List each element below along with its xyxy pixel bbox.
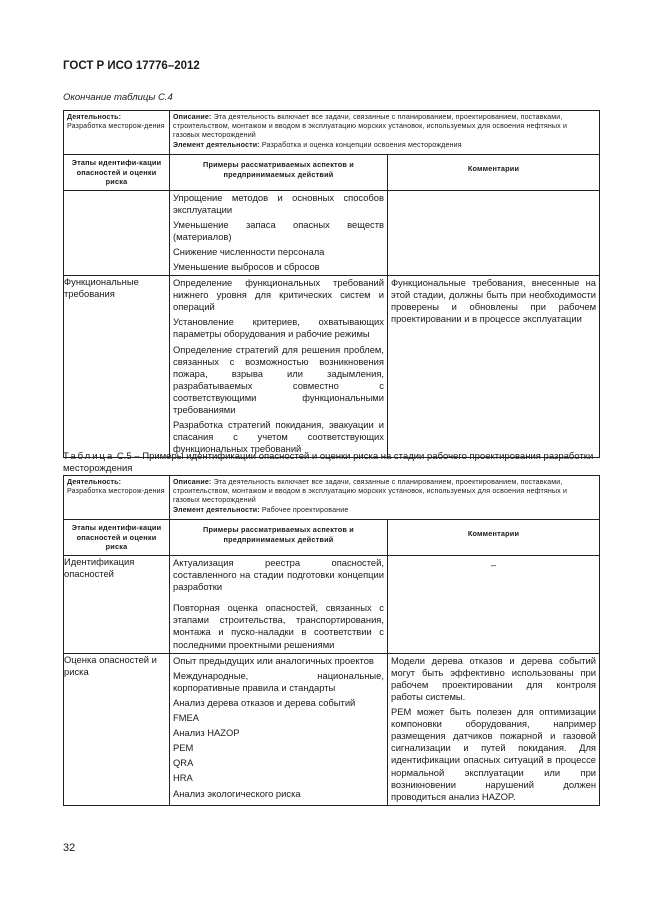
list-item: Определение функциональных требований нижнего уровня для критических систем и операций [173, 277, 384, 313]
document-header: ГОСТ Р ИСО 17776–2012 [63, 60, 200, 72]
list-item: Установление критериев, охватывающих параметры оборудования и рабочие режимы [173, 316, 384, 340]
comment-text: PEM может быть полезен для оптимизации компоновки оборудования, например размещения датчиков пожарной и газовой сигнализации и путей покидания. Для идентификации опасных ситуаций в процессе нормальной эксплуатации или при возникновении нарушений должен проводиться анализ HAZOP. [391, 706, 597, 802]
col-header-stage: Этапы идентифи-кации опасностей и оценки риска [64, 520, 170, 556]
stage-cell: Оценка опасностей и риска [64, 653, 170, 805]
table-row [64, 190, 600, 276]
list-item: Упрощение методов и основных способов эксплуатации [173, 191, 384, 215]
description-text: Эта деятельность включает все задачи, связанные с планированием, проектированием, поставками, строительством, монтажом и вводом в эксплуатацию морских установок, используемых для освоения нефтяных и газовых месторождений [173, 478, 568, 505]
empty-comment-dash: – [490, 559, 497, 570]
list-item: Международные, национальные, корпоративные правила и стандарты [173, 669, 384, 693]
comments-cell [388, 276, 600, 458]
list-item: HRA [173, 772, 193, 784]
description-label: Описание: [173, 113, 212, 121]
list-item: Определение стратегий для решения проблем, связанных с возможностью возникновения пожара, взрыва или задымления, разрабатываемых совместно с соответствующими функциональными требованиями [173, 343, 384, 415]
activity-cell [64, 476, 170, 520]
list-item: Анализ HAZOP [173, 727, 240, 739]
description-label: Описание: [173, 478, 212, 486]
list-item: Снижение численности персонала [173, 245, 325, 257]
list-item: Анализ экологического риска [173, 787, 301, 799]
list-item: Уменьшение выбросов и сбросов [173, 260, 320, 272]
stage-cell: Идентификация опасностей [64, 556, 170, 654]
list-item: Повторная оценка опасностей, связанных с этапами строительства, транспортирования, монтажа и пуско-наладки в соответствии с последними проектными решениями [173, 602, 384, 650]
comments-cell [388, 556, 600, 654]
list-item: Разработка стратегий покидания, эвакуации и спасания с учетом соответствующих функциональных требований [173, 419, 384, 455]
table2-caption-text: С.5 – Примеры идентификации опасностей и оценки риска на стадии рабочего проектирования разработки месторождения [63, 451, 594, 474]
list-item: PEM [173, 742, 194, 754]
comment-text: Модели дерева отказов и дерева событий могут быть эффективно использованы при рабочем проектировании для контроля работы системы. [391, 654, 597, 702]
stage-cell: Функциональные требования [64, 276, 170, 458]
description-cell [170, 476, 600, 520]
col-header-comments: Комментарии [388, 520, 600, 556]
examples-cell [170, 653, 388, 805]
examples-cell [170, 556, 388, 654]
stage-cell [64, 190, 170, 276]
comments-cell [388, 190, 600, 276]
col-header-examples: Примеры рассматриваемых аспектов и предпринимаемых действий [170, 520, 388, 556]
list-item: Опыт предыдущих или аналогичных проектов [173, 654, 374, 666]
element-text: Разработка и оценка концепции освоения месторождения [259, 140, 462, 149]
page-number: 32 [63, 842, 76, 854]
table1-caption: Окончание таблицы С.4 [63, 92, 173, 103]
table-c5 [63, 475, 600, 806]
examples-cell [170, 190, 388, 276]
list-item: QRA [173, 757, 194, 769]
activity-label: Деятельность: [67, 478, 122, 486]
table2-caption-prefix: Таблица [63, 451, 115, 462]
examples-cell [170, 276, 388, 458]
table-c4 [63, 110, 600, 458]
table-row [64, 653, 600, 805]
list-item: Актуализация реестра опасностей, составленного на стадии подготовки концепции разработки [173, 557, 384, 593]
activity-label: Деятельность: [67, 113, 122, 121]
activity-cell [64, 111, 170, 155]
comments-cell [388, 653, 600, 805]
description-cell [170, 111, 600, 155]
description-text: Эта деятельность включает все задачи, связанные с планированием, проектированием, поставками, строительством, монтажом и вводом в эксплуатацию морских установок, используемых для освоения нефтяных и газовых месторождений [173, 113, 568, 140]
element-label: Элемент деятельности: [173, 505, 260, 514]
element-label: Элемент деятельности: [173, 140, 260, 149]
list-item: Уменьшение запаса опасных веществ (материалов) [173, 218, 384, 242]
col-header-examples: Примеры рассматриваемых аспектов и предпринимаемых действий [170, 155, 388, 191]
table2-caption [63, 451, 599, 475]
col-header-comments: Комментарии [388, 155, 600, 191]
comment-text: Функциональные требования, внесенные на этой стадии, должны быть при необходимости проверены и обновлены при рабочем проектировании и в процессе эксплуатации [391, 277, 597, 325]
element-text: Рабочее проектирование [259, 505, 349, 514]
table-row [64, 276, 600, 458]
table-row [64, 556, 600, 654]
activity-value: Разработка месторож-дения [67, 122, 165, 131]
list-item: Анализ дерева отказов и дерева событий [173, 696, 356, 708]
list-item: FMEA [173, 712, 200, 724]
col-header-stage: Этапы идентифи-кации опасностей и оценки риска [64, 155, 170, 191]
activity-value: Разработка месторож-дения [67, 487, 165, 496]
